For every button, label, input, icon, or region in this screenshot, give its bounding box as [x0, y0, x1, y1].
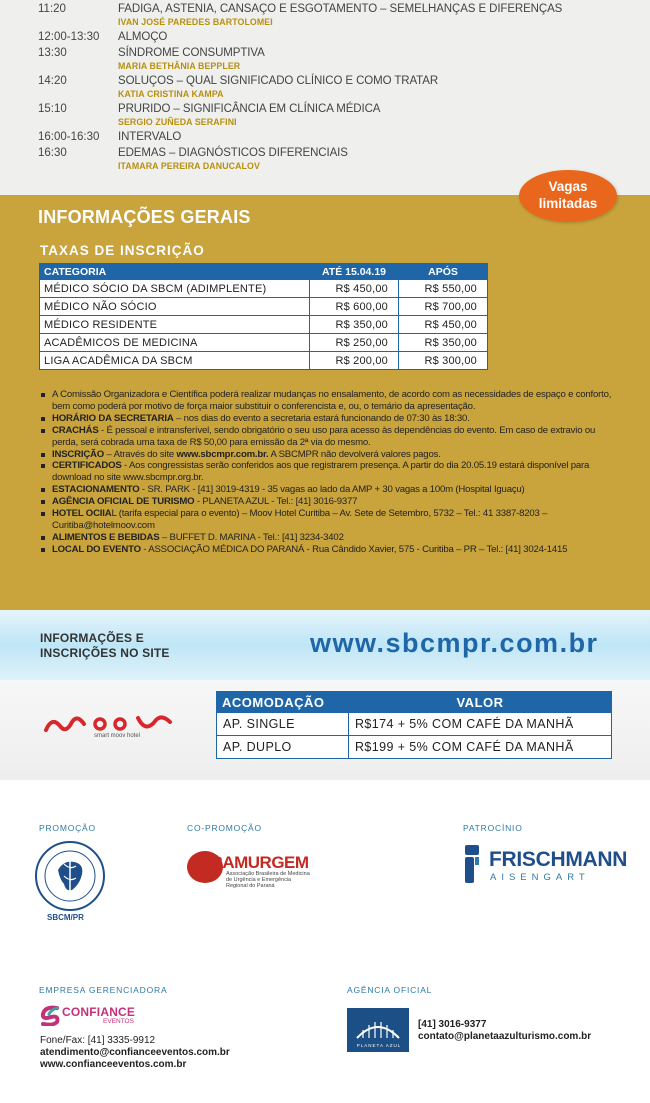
- schedule-time: 16:30: [38, 147, 67, 159]
- table-cell: R$199 + 5% COM CAFÉ DA MANHÃ: [349, 736, 612, 759]
- abramurgem-subtitle: [226, 871, 310, 890]
- general-info-section: [0, 179, 650, 610]
- caption-part: PR: [72, 913, 84, 922]
- column-header: CATEGORIA: [40, 264, 310, 280]
- schedule-section: [0, 0, 650, 195]
- schedule-title: FADIGA, ASTENIA, CANSAÇO E ESGOTAMENTO – SEMELHANÇAS E DIFERENÇAS: [118, 3, 563, 15]
- list-item: [40, 496, 615, 508]
- sbcm-seal-logo: [34, 840, 106, 912]
- frischmann-logo-text: FRISCHMANN: [489, 848, 628, 871]
- agency-contact: [418, 1019, 591, 1043]
- table-cell: R$ 600,00: [310, 298, 399, 316]
- confiance-logo-text: CONFIANCE: [62, 1005, 136, 1019]
- column-header: VALOR: [349, 692, 612, 713]
- table-cell: MÉDICO RESIDENTE: [40, 316, 310, 334]
- note-label: LOCAL DO EVENTO: [52, 543, 141, 555]
- table-cell: AP. SINGLE: [217, 713, 349, 736]
- note-text: L (tarifa especial para o evento) – Moov Hotel Curitiba – Av. Sete de Setembro, 5732 – Tel.: 41 3387-8203 – Curitiba@hotelmoov.com: [52, 508, 548, 531]
- note-label: HORÁRIO DA SECRETARIA: [52, 412, 174, 424]
- table-row: [40, 298, 488, 316]
- copromotion-label: CO-PROMOÇÃO: [187, 823, 262, 833]
- column-header: ATÉ 15.04.19: [310, 264, 399, 280]
- banner-label-line: INFORMAÇÕES E: [40, 631, 144, 645]
- note-label: ESTACIONAMENTO: [52, 484, 140, 496]
- table-cell: R$174 + 5% COM CAFÉ DA MANHÃ: [349, 713, 612, 736]
- fees-table: [39, 263, 488, 370]
- table-cell: R$ 200,00: [310, 352, 399, 370]
- list-item: [40, 508, 615, 532]
- abramurgem-logo-text: ABRAMURGEM: [187, 853, 309, 872]
- table-cell: ACADÊMICOS DE MEDICINA: [40, 334, 310, 352]
- schedule-title: SOLUÇOS – QUAL SIGNIFICADO CLÍNICO E COMO TRATAR: [118, 75, 439, 87]
- schedule-time: 12:00-13:30: [38, 31, 100, 43]
- schedule-title: PRURIDO – SIGNIFICÂNCIA EM CLÍNICA MÉDICA: [118, 103, 381, 115]
- note-label: CERTIFICADOS: [52, 460, 122, 472]
- note-text: - PLANETA AZUL - Tel.: [41] 3016-9377: [194, 496, 358, 508]
- accommodation-section: [0, 680, 650, 780]
- list-item: [40, 460, 615, 484]
- table-cell: R$ 350,00: [399, 334, 488, 352]
- subtitle-line: Regional do Paraná: [226, 883, 275, 890]
- column-header: APÓS: [399, 264, 488, 280]
- table-row: [40, 316, 488, 334]
- schedule-speaker: KATIA CRISTINA KAMPA: [118, 89, 224, 99]
- sponsorship-label: PATROCÍNIO: [463, 823, 523, 833]
- table-cell: R$ 450,00: [310, 280, 399, 298]
- note-label: HOTEL OCIIA: [52, 508, 112, 520]
- management-label: EMPRESA GERENCIADORA: [39, 985, 168, 995]
- table-cell: R$ 450,00: [399, 316, 488, 334]
- contact-email[interactable]: atendimento@confianceeventos.com.br: [40, 1047, 230, 1058]
- note-text: – Através do site: [104, 448, 177, 460]
- accommodation-table: [216, 691, 612, 759]
- table-cell: AP. DUPLO: [217, 736, 349, 759]
- schedule-speaker: SERGIO ZUÑEDA SERAFINI: [118, 117, 237, 127]
- table-cell: R$ 350,00: [310, 316, 399, 334]
- table-cell: R$ 250,00: [310, 334, 399, 352]
- table-header-row: [40, 264, 488, 280]
- schedule-title: INTERVALO: [118, 131, 182, 143]
- website-banner: [0, 610, 650, 680]
- table-row: [40, 334, 488, 352]
- website-link[interactable]: www.sbcmpr.com.br: [310, 628, 599, 658]
- list-item: [40, 532, 615, 544]
- subtitle-line: de Urgência e Emergência: [226, 877, 292, 884]
- contact-email[interactable]: contato@planetaazulturismo.com.br: [418, 1031, 592, 1042]
- table-row: [217, 713, 612, 736]
- table-cell: MÉDICO SÓCIO DA SBCM (ADIMPLENTE): [40, 280, 310, 298]
- caption-part: SBCM/: [47, 913, 73, 922]
- schedule-speaker: ITAMARA PEREIRA DANUCALOV: [118, 161, 260, 171]
- schedule-time: 11:20: [38, 3, 66, 15]
- list-item: [40, 449, 615, 461]
- table-cell: MÉDICO NÃO SÓCIO: [40, 298, 310, 316]
- schedule-speaker: IVAN JOSÉ PAREDES BARTOLOMEI: [118, 17, 273, 27]
- table-header-row: [217, 692, 612, 713]
- note-text: A SBCMPR não devolverá valores pagos.: [268, 448, 441, 460]
- section-title: INFORMAÇÕES GERAIS: [38, 207, 251, 227]
- table-row: [40, 280, 488, 298]
- badge-line: limitadas: [538, 196, 598, 211]
- schedule-title: SÍNDROME CONSUMPTIVA: [118, 47, 265, 59]
- planeta-azul-logo-text: PLANETA AZUL: [356, 1043, 402, 1048]
- sbcm-caption: [47, 913, 84, 922]
- table-row: [40, 352, 488, 370]
- schedule-time: 16:00-16:30: [38, 131, 100, 143]
- column-header: ACOMODAÇÃO: [217, 692, 349, 713]
- schedule-time: 13:30: [38, 47, 67, 59]
- management-contact: [40, 1035, 230, 1071]
- list-item: [40, 413, 615, 425]
- badge-line: Vagas: [548, 179, 588, 194]
- note-text: – nos dias do evento a secretaria estará funcionando de 07:30 às 18:30.: [173, 412, 470, 424]
- list-item: [40, 484, 615, 496]
- note-label: CRACHÁS: [52, 424, 99, 436]
- table-cell: R$ 700,00: [399, 298, 488, 316]
- note-label: ALIMENTOS E BEBIDAS: [52, 531, 160, 543]
- info-notes-list: [40, 389, 615, 556]
- confiance-emblem: [39, 1004, 61, 1026]
- schedule-title: ALMOÇO: [118, 31, 168, 43]
- contact-phone: Fone/Fax: [41] 3335-9912: [40, 1035, 156, 1046]
- note-text: - SR. PARK - [41] 3019-4319 - 35 vagas ao lado da AMP + 30 vagas a 100m (Hospital Iguaçu): [139, 484, 525, 496]
- schedule-time: 15:10: [38, 103, 67, 115]
- fees-title: TAXAS DE INSCRIÇÃO: [40, 243, 205, 258]
- list-item: [40, 425, 615, 449]
- note-text: - Aos congressistas serão conferidos aos que registrarem presença. A partir do dia 20.05.19 estará disponível para download no site www.sbcmpr.org.br.: [52, 460, 590, 484]
- note-text: – BUFFET D. MARINA - Tel.: [41] 3234-3402: [159, 531, 344, 543]
- note-label: INSCRIÇÃO: [52, 448, 105, 460]
- contact-phone: [41] 3016-9377: [418, 1019, 487, 1030]
- banner-label-line: INSCRIÇÕES NO SITE: [40, 646, 170, 660]
- limited-spots-badge: [519, 170, 617, 222]
- confiance-subtitle: EVENTOS: [103, 1018, 134, 1025]
- list-item: [40, 544, 615, 556]
- note-text: A Comissão Organizadora e Científica poderá realizar mudanças no ensalamento, de acordo com as necessidades de espaço e conforto, bem como poderá por motivo de força maior substituir o conferencista e, ou, o temário da apresentação.: [52, 389, 612, 412]
- note-link[interactable]: www.sbcmpr.com.br.: [176, 448, 269, 460]
- note-text: - ASSOCIAÇÃO MÉDICA DO PARANÁ - Rua Cândido Xavier, 575 - Curitiba – PR – Tel.: [41] 3024-1415: [140, 543, 568, 555]
- table-cell: R$ 300,00: [399, 352, 488, 370]
- banner-label: [40, 631, 170, 661]
- schedule-title: EDEMAS – DIAGNÓSTICOS DIFERENCIAIS: [118, 147, 348, 159]
- table-cell: LIGA ACADÊMICA DA SBCM: [40, 352, 310, 370]
- promotion-label: PROMOÇÃO: [39, 823, 96, 833]
- frischmann-emblem: [463, 843, 481, 885]
- list-item: [40, 389, 615, 413]
- note-text: - É pessoal e intransferível, sendo obrigatório o seu uso para acesso às dependências do evento. Em caso de extravio ou perda, será cobrada uma taxa de R$ 50,00 para emissão da 2ª via do mesmo.: [52, 424, 596, 448]
- schedule-time: 14:20: [38, 75, 67, 87]
- table-cell: R$ 550,00: [399, 280, 488, 298]
- table-row: [217, 736, 612, 759]
- schedule-speaker: MARIA BETHÂNIA BEPPLER: [118, 61, 241, 71]
- subtitle-line: Associação Brasileira de Medicina: [226, 871, 310, 877]
- agency-label: AGÊNCIA OFICIAL: [347, 985, 433, 995]
- moov-tagline: smart moov hotel: [94, 733, 141, 739]
- note-label: AGÊNCIA OFICIAL DE TURISMO: [52, 496, 195, 508]
- frischmann-subtitle: AISENGART: [490, 872, 590, 883]
- contact-site[interactable]: www.confianceeventos.com.br: [40, 1059, 187, 1070]
